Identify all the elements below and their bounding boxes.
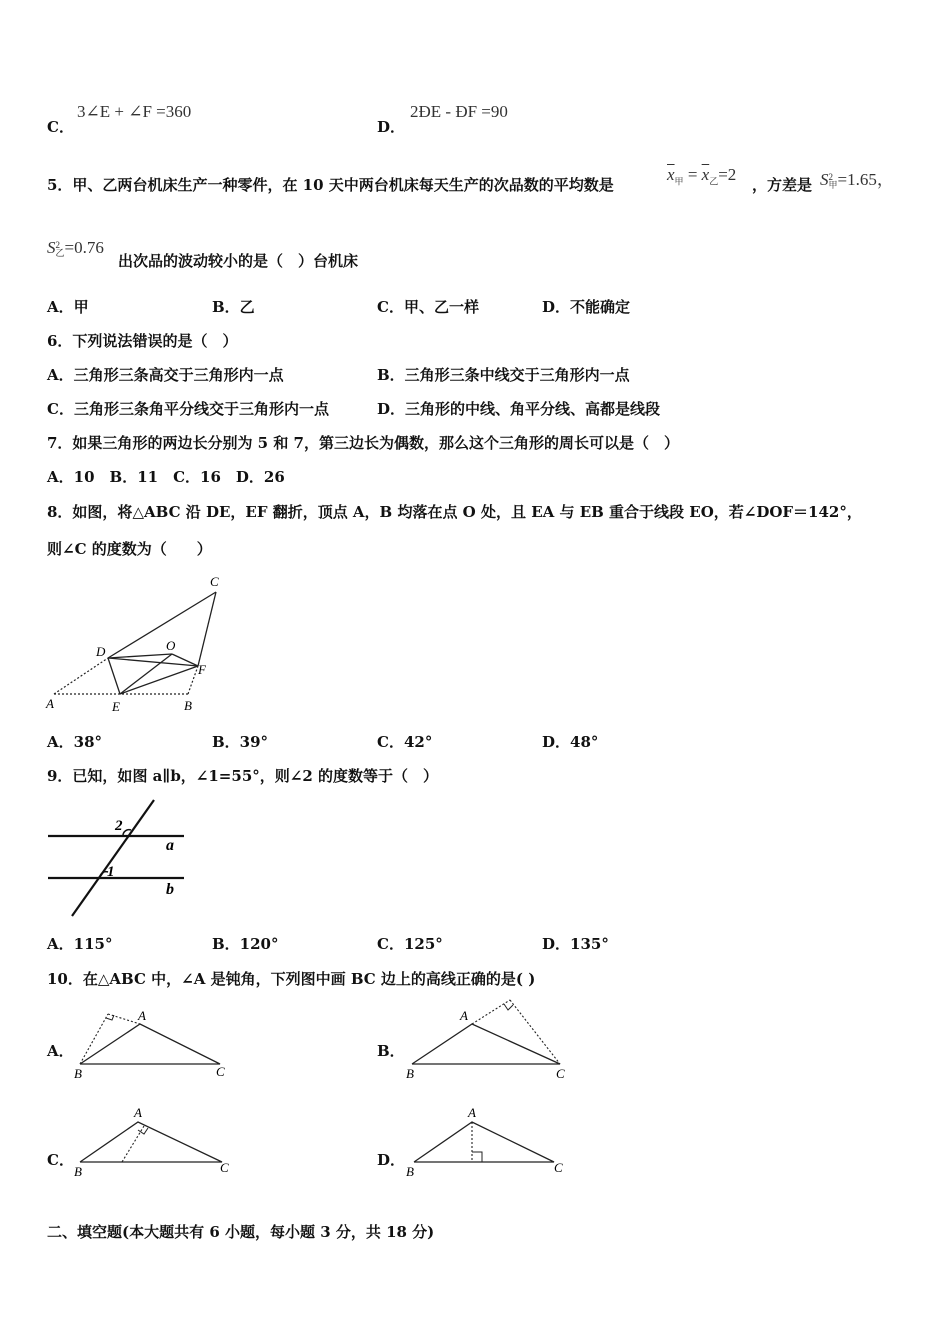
q4-option-c-expression: 3∠E + ∠F =360 — [77, 102, 192, 121]
q5-var-sub-yi: 乙 — [55, 248, 65, 259]
q5-mean-value: =2 — [718, 165, 737, 184]
q10-question-text: 10．在△ABC 中，∠A 是钝角，下列图中画 BC 边上的高线正确的是( ) — [47, 970, 536, 988]
q5-var-jia-value: =1.65 — [837, 170, 877, 189]
q10-a-triangle — [80, 1024, 220, 1064]
q10-b-extension — [472, 1000, 510, 1024]
q9-transversal — [72, 800, 154, 916]
q10-figure-b — [400, 992, 580, 1084]
q10-d-triangle — [414, 1122, 554, 1162]
q9-option-d: D．135° — [542, 935, 609, 953]
q10-b-label-c: C — [556, 1066, 565, 1081]
q6-option-d: D．三角形的中线、角平分线、高都是线段 — [377, 400, 661, 418]
q9-label-angle2: 2 — [115, 818, 123, 834]
q8-question-line1: 8．如图，将△ABC 沿 DE，EF 翻折，顶点 A，B 均落在点 O 处，且 EA 与 EB 重合于线段 EO，若∠DOF＝142°， — [47, 503, 862, 521]
q5-mean-x2: $\overline{x}$ — [701, 165, 710, 184]
q9-option-c: C．125° — [377, 935, 443, 953]
q5-var-sub-jia: 甲 — [828, 180, 838, 191]
q10-figure-c — [70, 1100, 240, 1180]
q10-option-b-label: B． — [377, 1042, 405, 1060]
q10-d-label-b: B — [406, 1164, 414, 1179]
q5-text-part2: ，方差是 — [752, 176, 813, 194]
q10-d-label-c: C — [554, 1160, 563, 1175]
q5-variance-jia — [820, 165, 894, 190]
q5-var-sup2: 2 — [55, 240, 60, 251]
q6-option-a: A．三角形三条高交于三角形内一点 — [47, 366, 284, 384]
q8-option-d: D．48° — [542, 733, 599, 751]
q8-label-a: A — [46, 696, 54, 711]
q8-segment-ad — [54, 658, 108, 694]
q4-option-d-label: D． — [377, 118, 406, 136]
q8-label-d: D — [96, 644, 106, 659]
q8-option-c: C．42° — [377, 733, 433, 751]
q5-var-s2: S — [47, 238, 56, 257]
q9-label-angle1: 1 — [107, 864, 115, 880]
q8-label-c: C — [210, 574, 219, 589]
q10-d-label-a: A — [468, 1105, 476, 1120]
q5-var-yi-value: =0.76 — [64, 238, 104, 257]
q5-mean-x1: $\overline{x}$ — [667, 165, 675, 184]
q9-label-a: a — [166, 837, 174, 854]
q4-option-d-expression: 2ÐE - ÐF =90 — [410, 102, 508, 121]
q10-option-d-label: D． — [377, 1151, 406, 1169]
q5-comma: ， — [876, 170, 894, 189]
q10-b-right-angle — [504, 1004, 513, 1010]
q8-segment-do — [108, 654, 172, 658]
q9-figure — [40, 796, 190, 920]
q5-option-d: D．不能确定 — [542, 298, 631, 316]
q10-c-label-a: A — [134, 1105, 142, 1120]
q6-option-b: B．三角形三条中线交于三角形内一点 — [377, 366, 630, 384]
q10-a-height — [80, 1014, 108, 1064]
q7-question-text: 7．如果三角形的两边长分别为 5 和 7，第三边长为偶数，那么这个三角形的周长可以是（ ） — [47, 434, 679, 452]
q5-mean-sub-yi: 乙 — [709, 176, 719, 187]
q5-text-part1: 5．甲、乙两台机床生产一种零件，在 10 天中两台机床每天生产的次品数的平均数是 — [47, 176, 614, 194]
q8-option-a: A．38° — [47, 733, 103, 751]
q8-option-b: B．39° — [212, 733, 269, 751]
q8-question-line2: 则∠C 的度数为（ ） — [47, 540, 212, 558]
q10-a-label-a: A — [138, 1008, 146, 1023]
q9-question-text: 9．已知，如图 a∥b，∠1=55°，则∠2 的度数等于（ ） — [47, 767, 438, 785]
q10-c-label-c: C — [220, 1160, 229, 1175]
q5-mean-sub-jia: 甲 — [674, 176, 684, 187]
q9-option-b: B．120° — [212, 935, 279, 953]
q6-question-text: 6．下列说法错误的是（ ） — [47, 332, 238, 350]
q4-option-c-label: C． — [47, 118, 74, 136]
q10-b-height — [510, 1000, 560, 1064]
q8-figure — [40, 570, 240, 718]
q5-question-text — [47, 174, 614, 195]
q5-option-c: C．甲、乙一样 — [377, 298, 479, 316]
q8-label-f: F — [198, 662, 206, 677]
q5-var-s: S — [820, 170, 829, 189]
q10-b-triangle — [412, 1024, 560, 1064]
q10-figure-d — [400, 1100, 580, 1180]
q5-option-b: B．乙 — [212, 298, 255, 316]
q5-text-part3: 出次品的波动较小的是（ ）台机床 — [118, 252, 359, 270]
q8-segment-cf — [198, 592, 216, 666]
q8-label-e: E — [112, 699, 120, 714]
q10-a-label-c: C — [216, 1064, 225, 1079]
q8-label-o: O — [166, 638, 176, 653]
q10-a-label-b: B — [74, 1066, 82, 1081]
q8-segment-de — [108, 658, 120, 694]
q10-option-c-label: C． — [47, 1151, 74, 1169]
section2-title: 二、填空题(本大题共有 6 小题，每小题 3 分，共 18 分) — [47, 1223, 435, 1241]
q8-segment-dc — [108, 592, 216, 658]
q5-mean-eq: = — [683, 165, 702, 184]
q8-segment-bf — [188, 666, 198, 694]
q10-figure-a — [70, 1006, 240, 1082]
q5-variance-yi — [47, 238, 104, 258]
q5-var-sup: 2 — [828, 172, 833, 183]
q10-c-triangle — [80, 1122, 222, 1162]
q10-b-label-a: A — [460, 1008, 468, 1023]
q10-option-a-label: A． — [47, 1042, 74, 1060]
q10-b-label-b: B — [406, 1066, 414, 1081]
q5-mean-formula — [667, 165, 736, 187]
q7-options: A．10 B．11 C．16 D．26 — [47, 468, 285, 486]
q10-d-right-angle — [472, 1152, 482, 1162]
q8-segment-ef — [120, 666, 198, 694]
q6-option-c: C．三角形三条角平分线交于三角形内一点 — [47, 400, 329, 418]
q9-option-a: A．115° — [47, 935, 113, 953]
q10-c-label-b: B — [74, 1164, 82, 1179]
q9-label-b: b — [166, 881, 174, 898]
q5-option-a: A．甲 — [47, 298, 89, 316]
q8-label-b: B — [184, 698, 192, 713]
